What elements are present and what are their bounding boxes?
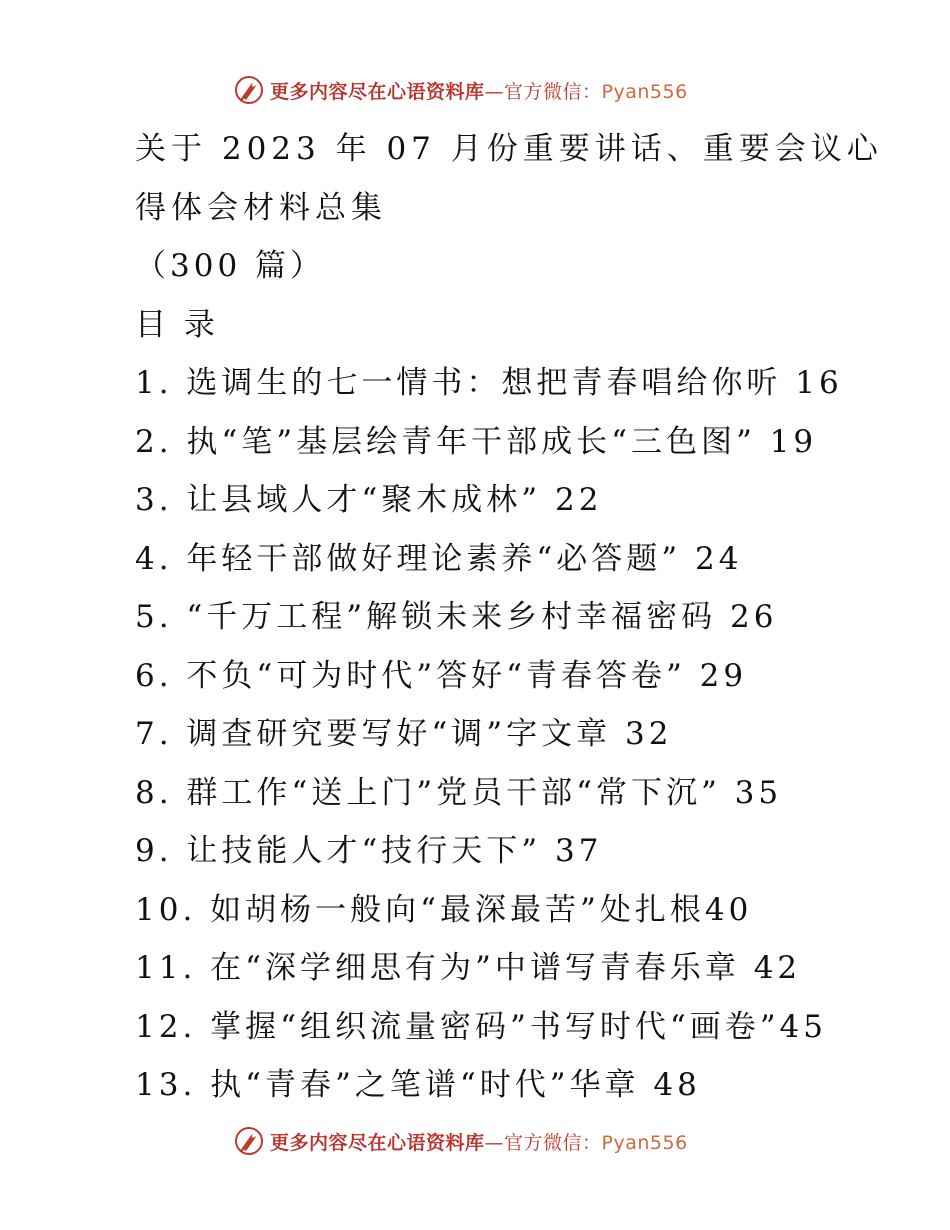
watermark-official: 官方微信： (504, 80, 602, 103)
watermark-official: 官方微信： (504, 1131, 602, 1154)
toc-heading: 目 录 (135, 306, 219, 343)
document-body (135, 120, 915, 1115)
document-title-line-2: 得体会材料总集 (135, 189, 387, 226)
toc-item: 13. 执“青春”之笔谱“时代”华章 48 (135, 1067, 701, 1103)
watermark-text (270, 77, 688, 104)
watermark-dash: — (484, 1131, 505, 1154)
watermark-wechat-id: Pyan556 (601, 1131, 688, 1154)
watermark-text (270, 1128, 688, 1155)
toc-item: 12. 掌握“组织流量密码”书写时代“画卷”45 (135, 1008, 827, 1045)
toc-item: 1. 选调生的七一情书：想把青春唱给你听 16 (135, 365, 843, 401)
header-watermark (234, 72, 688, 108)
document-title-line-1: 关于 2023 年 07 月份重要讲话、重要会议心 (135, 131, 883, 167)
pen-nib-logo-icon (234, 1126, 264, 1156)
toc-item: 6. 不负“可为时代”答好“青春答卷” 29 (135, 657, 748, 694)
toc-item: 2. 执“笔”基层绘青年干部成长“三色图” 19 (135, 423, 818, 460)
toc-item: 8. 群工作“送上门”党员干部“常下沉” 35 (135, 774, 783, 811)
toc-item: 9. 让技能人才“技行天下” 37 (135, 833, 603, 869)
watermark-site: 更多内容尽在心语资料库 (270, 80, 485, 103)
watermark-dash: — (484, 80, 505, 103)
footer-watermark (234, 1123, 688, 1159)
toc-item: 4. 年轻干部做好理论素养“必答题” 24 (135, 540, 743, 577)
toc-item: 10. 如胡杨一般向“最深最苦”处扎根40 (135, 891, 753, 928)
table-of-contents (135, 354, 915, 1115)
toc-item: 11. 在“深学细思有为”中谱写青春乐章 42 (135, 950, 802, 986)
watermark-wechat-id: Pyan556 (601, 80, 688, 103)
toc-item: 7. 调查研究要写好“调”字文章 32 (135, 716, 673, 752)
document-count: （300 篇） (135, 248, 326, 284)
toc-item: 5. “千万工程”解锁未来乡村幸福密码 26 (135, 599, 778, 635)
toc-item: 3. 让县域人才“聚木成林” 22 (135, 482, 603, 518)
pen-nib-logo-icon (234, 75, 264, 105)
watermark-site: 更多内容尽在心语资料库 (270, 1131, 485, 1154)
